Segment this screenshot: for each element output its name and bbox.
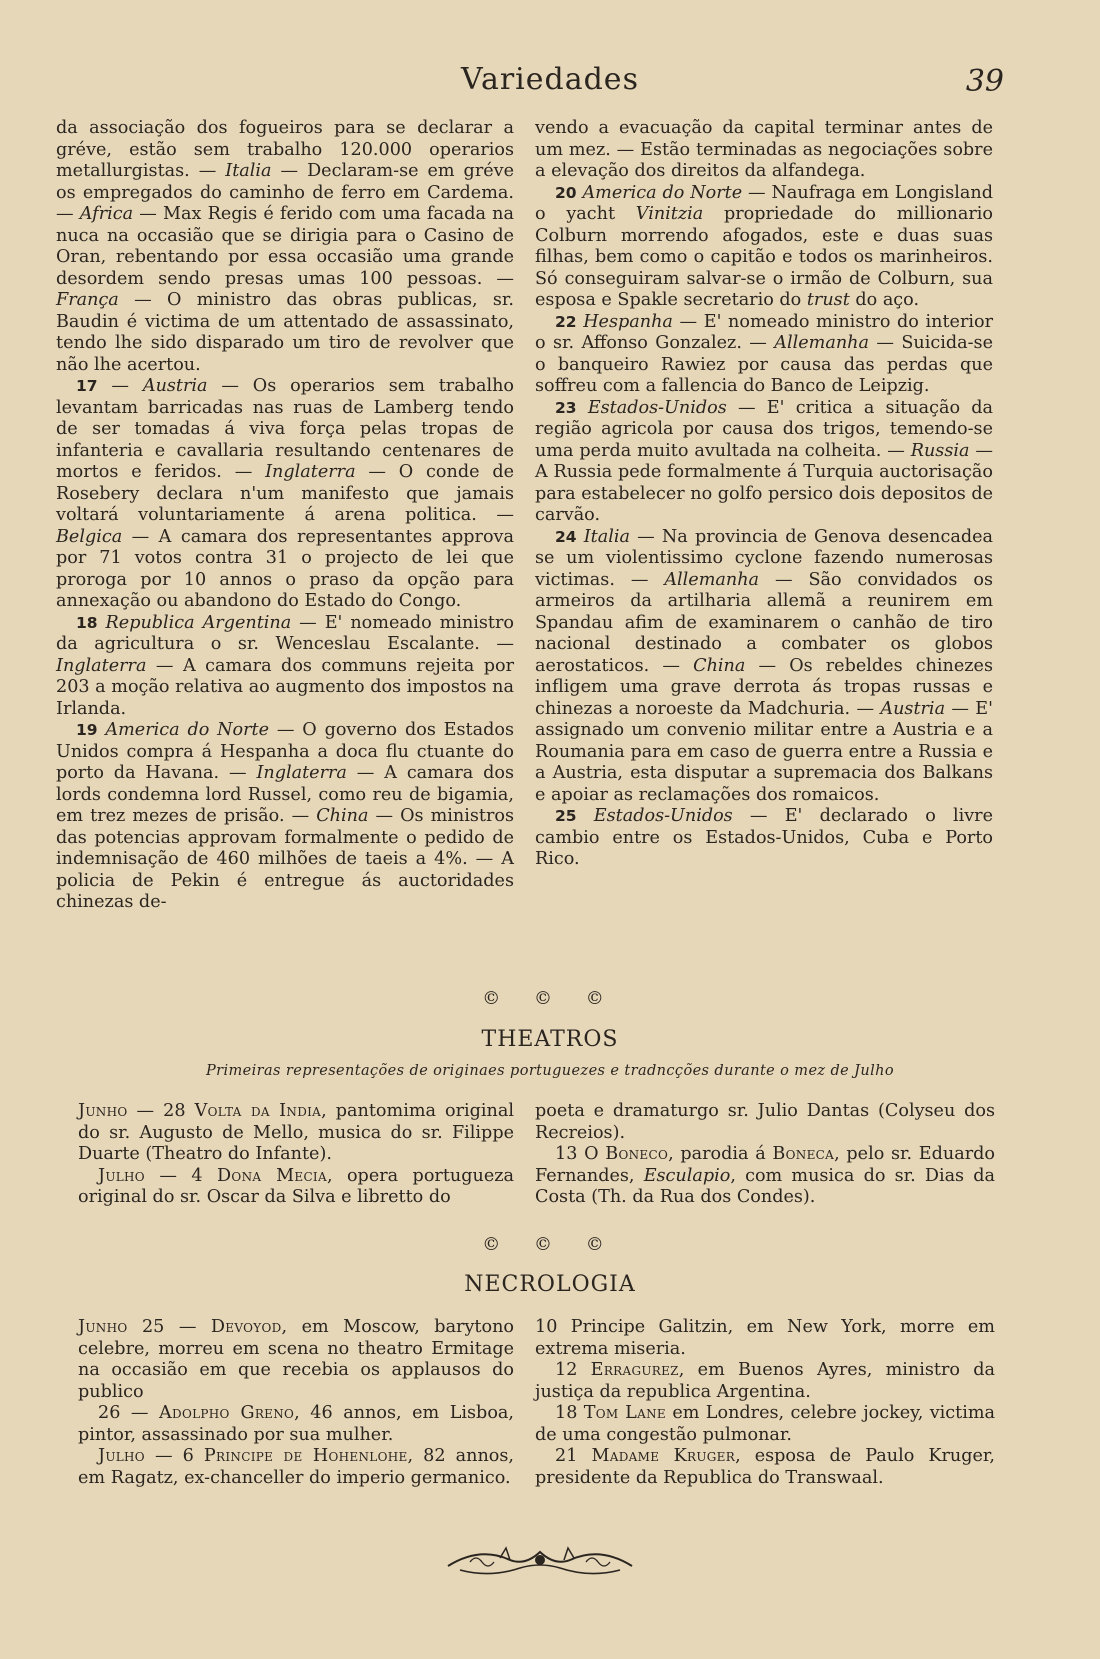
text-run: — 28 [127,1101,195,1121]
text-run: 13 O [555,1144,606,1164]
paragraph [535,1144,995,1209]
emphasis: Italia [225,161,272,181]
text-run: , com musica do sr. Dias da Costa (Th. da Rua dos Condes). [535,1165,996,1207]
small-caps-name: Erragurez [590,1360,679,1380]
necrologia-title: NECROLOGIA [464,1272,636,1297]
text-run: — O governo dos Estados Unidos compra á Hespanha a doca flu ctuante do porto da Havana. — [56,720,514,783]
text-run: — Os ministros das potencias approvam formalmente o pedido de indemnisação de 460 milhões de taeis a 4%. — A policia de Pekin é entregue ás auctoridades chinezas de- [56,806,514,912]
text-run: — E' nomeado ministro do interior o sr. Affonso Gonzalez. — [535,311,994,353]
paragraph [56,118,514,376]
small-caps-name: Devoyod [210,1317,282,1337]
day-number: 24 [555,527,577,546]
text-run: vendo a evacuação da capital terminar antes de um mez. — Estão terminadas as negociações sobre a elevação dos direitos da alfandega. [535,118,993,181]
text-run: , 82 annos, em Ragatz, ex-chanceller do imperio germanico. [78,1446,514,1488]
emphasis: China [316,806,369,826]
text-run [577,806,594,826]
text-run: 12 [555,1360,591,1380]
paragraph [535,1360,995,1403]
emphasis: Italia [583,526,630,547]
text-run: , esposa de Paulo Kruger, presidente da Republica do Transwaal. [535,1446,995,1488]
emphasis: Inglaterra [265,462,356,482]
necrologia-left-column [78,1317,514,1489]
emphasis: Inglaterra [56,655,147,676]
paragraph [535,806,993,871]
text-run: — Suicida-se o banqueiro Rawiez por causa das perdas que soffreu com a fallencia do Banco de Leipzig. [535,333,993,396]
small-caps-name: Julho [98,1446,145,1466]
text-run: — E' nomeado ministro da agricultura o sr. Wenceslau Escalante. — [56,612,515,654]
small-caps-name: Madame Kruger [591,1446,736,1466]
text-run: — Os operarios sem trabalho levantam barricadas nas ruas de Lamberg tendo de ser tomadas á viva força pelas tropas de infanteria e cavallaria resultando centenares de mortos e feridos. — [56,376,514,482]
paragraph [535,398,993,527]
text-run: — São convidados os armeiros da artilharia allemã a reunirem em Spandau afim de examinarem o canhão de tiro nacional destinado a combater os globos aerostaticos. — [535,569,993,676]
small-caps-name: Volta da India [194,1101,322,1121]
text-run: — Declaram-se em gréve os empregados do caminho de ferro em Cardema. — [56,161,514,224]
day-number: 19 [76,721,98,739]
text-run: — A camara dos communs rejeita por 203 a moção relativa ao augmento dos impostos na Irlanda. [56,655,514,719]
emphasis: Austria [880,698,946,719]
text-run: — O ministro das obras publicas, sr. Baudin é victima de um attentado de assassinato, tendo lhe sido disparado um tiro de revolver que não lhe acertou. [56,290,514,375]
emphasis: Estados-Unidos [593,806,733,826]
chronicle-right-column [535,118,993,871]
text-run: em Londres, celebre jockey, victima de uma congestão pulmonar. [535,1403,996,1445]
text-run: — Na provincia de Genova desencadea se um violentissimo cyclone fazendo numerosas victimas. — [535,526,993,590]
emphasis: Esculapio [643,1165,731,1186]
small-caps-name: Principe de Hohenlohe [203,1446,408,1466]
text-run: — [97,376,143,396]
text-run: do aço. [849,290,920,310]
text-run: — O conde de Rosebery declara n'um manifesto que jamais voltará voluntariamente á arena politica. — [56,462,514,525]
day-number: 17 [76,377,98,395]
small-caps-name: Adolpho Greno [159,1403,295,1423]
day-number: 20 [555,183,577,202]
section-ornament: © © © [482,988,618,1009]
text-run: — E' assignado um convenio militar entre a Austria e a Roumania para em caso de guerra entre a Russia e a Austria, esta disputar a supremacia dos Balkans e apoiar as reclamações dos romaicos. [535,698,993,805]
theatros-left-column [78,1101,514,1209]
emphasis: Africa [79,204,134,224]
text-run: — Max Regis é ferido com uma facada na nuca na occasião que se dirigia para o Casino de Oran, rebentando por essa occasião uma grande desordem sendo presas umas 100 pessoas. — [56,204,515,289]
text-run: 21 [555,1446,592,1466]
paragraph [78,1101,514,1166]
text-run: 26 — [98,1403,160,1423]
closing-vignette-ornament [440,1540,640,1582]
page-number: 39 [965,64,1004,99]
text-run: — A camara dos representantes approva por 71 votos contra 31 o projecto de lei que proroga por 10 annos o praso da opção para annexação ou abandono do Estado do Congo. [56,526,514,611]
text-run: , 46 annos, em Lisboa, pintor, assassinado por sua mulher. [78,1403,514,1445]
theatros-right-column [535,1101,995,1209]
text-run: , em Moscow, barytono celebre, morreu em scena no theatro Ermitage na occasião em que recebia os applausos do publico [78,1317,514,1402]
text-run: 18 [555,1403,584,1423]
text-run: propriedade do millionario Colburn morrendo afogados, este e duas suas filhas, bem como o capitão e todos os marinheiros. Só conseguiram salvar-se o irmão de Colburn, sua esposa e Spakle secretario do [535,204,993,310]
paragraph [535,527,993,807]
section-ornament: © © © [482,1234,618,1255]
paragraph [535,183,993,312]
text-run: — Naufraga em Longisland o yacht [535,182,993,224]
paragraph [535,1317,995,1360]
paragraph [535,1403,995,1446]
text-run [577,527,584,547]
text-run: 25 — [127,1317,211,1337]
emphasis: China [693,655,746,676]
emphasis: trust [806,290,850,310]
small-caps-name: Junho [78,1101,128,1121]
paragraph [56,613,514,721]
text-run: — 6 [144,1446,204,1466]
emphasis: Allemanha [664,569,760,590]
paragraph [56,720,514,914]
small-caps-name: Boneco [605,1144,669,1164]
text-run [577,398,588,418]
paragraph [535,118,993,183]
text-run: — E' declarado o livre cambio entre os Estados-Unidos, Cuba e Porto Rico. [535,806,993,869]
chronicle-left-column [56,118,514,914]
emphasis: Estados-Unidos [587,397,727,418]
small-caps-name: Boneca [772,1144,835,1164]
paragraph [78,1403,514,1446]
emphasis: America do Norte [105,720,270,740]
emphasis: America do Norte [582,182,743,203]
text-run: , em Buenos Ayres, ministro da justiça da republica Argentina. [535,1360,995,1402]
text-run: — Os rebeldes chinezes infligem uma grave derrota ás tropas russas e chinezas a noroeste da Madchuria. — [535,655,993,719]
necrologia-right-column [535,1317,995,1489]
text-run: , pantomima original do sr. Augusto de Mello, musica do sr. Filippe Duarte (Theatro do Infante). [78,1101,514,1164]
emphasis: Belgica [56,526,123,547]
text-run: , pelo sr. Eduardo Fernandes, [535,1144,995,1186]
small-caps-name: Junho [78,1317,128,1337]
emphasis: Russia [910,440,970,461]
text-run: da associação dos fogueiros para se declarar a gréve, estão sem trabalho 120.000 operarios metallurgistas. — [56,118,514,181]
paragraph [535,1101,995,1144]
day-number: 22 [555,312,577,331]
small-caps-name: Dona Mecia [217,1165,327,1186]
day-number: 25 [555,807,577,825]
paragraph [56,376,514,613]
theatros-title: THEATROS [481,1027,619,1052]
emphasis: Inglaterra [256,763,347,783]
emphasis: Republica Argentina [105,612,292,633]
paragraph [78,1446,514,1489]
text-run: — A camara dos lords condemna lord Russel, como reu de bigamia, em trez mezes de prisão. — [56,763,514,826]
text-run: , opera portugueza original do sr. Oscar da Silva e libretto do [78,1165,514,1207]
emphasis: Hespanha [583,311,673,332]
emphasis: França [56,290,119,310]
text-run: poeta e dramaturgo sr. Julio Dantas (Colyseu dos Recreios). [535,1101,995,1143]
text-run: — A Russia pede formalmente á Turquia auctorisação para estabelecer no golfo persico dois depositos de carvão. [535,440,994,525]
small-caps-name: Julho [98,1165,145,1186]
text-run: — E' critica a situação da região agricola por causa dos trigos, temendo-se uma perda muito avultada na colheita. — [535,397,994,461]
emphasis: Austria [142,376,208,396]
emphasis: Allemanha [774,333,869,353]
text-run: 10 Principe Galitzin, em New York, morre em extrema miseria. [535,1317,995,1359]
theatros-subtitle: Primeiras representações de originaes portuguezes e tradncções durante o mez de Julho [205,1063,895,1079]
paragraph [78,1166,514,1209]
paragraph [535,312,993,398]
text-run: — 4 [144,1165,218,1186]
day-number: 23 [555,398,577,417]
day-number: 18 [76,613,98,632]
text-run [98,613,106,633]
emphasis: Vinitzia [635,204,704,224]
paragraph [535,1446,995,1489]
small-caps-name: Tom Lane [583,1403,666,1423]
text-run: , parodia á [668,1144,773,1164]
running-title: Variedades [461,62,639,97]
page-header [0,62,1100,112]
paragraph [78,1317,514,1403]
